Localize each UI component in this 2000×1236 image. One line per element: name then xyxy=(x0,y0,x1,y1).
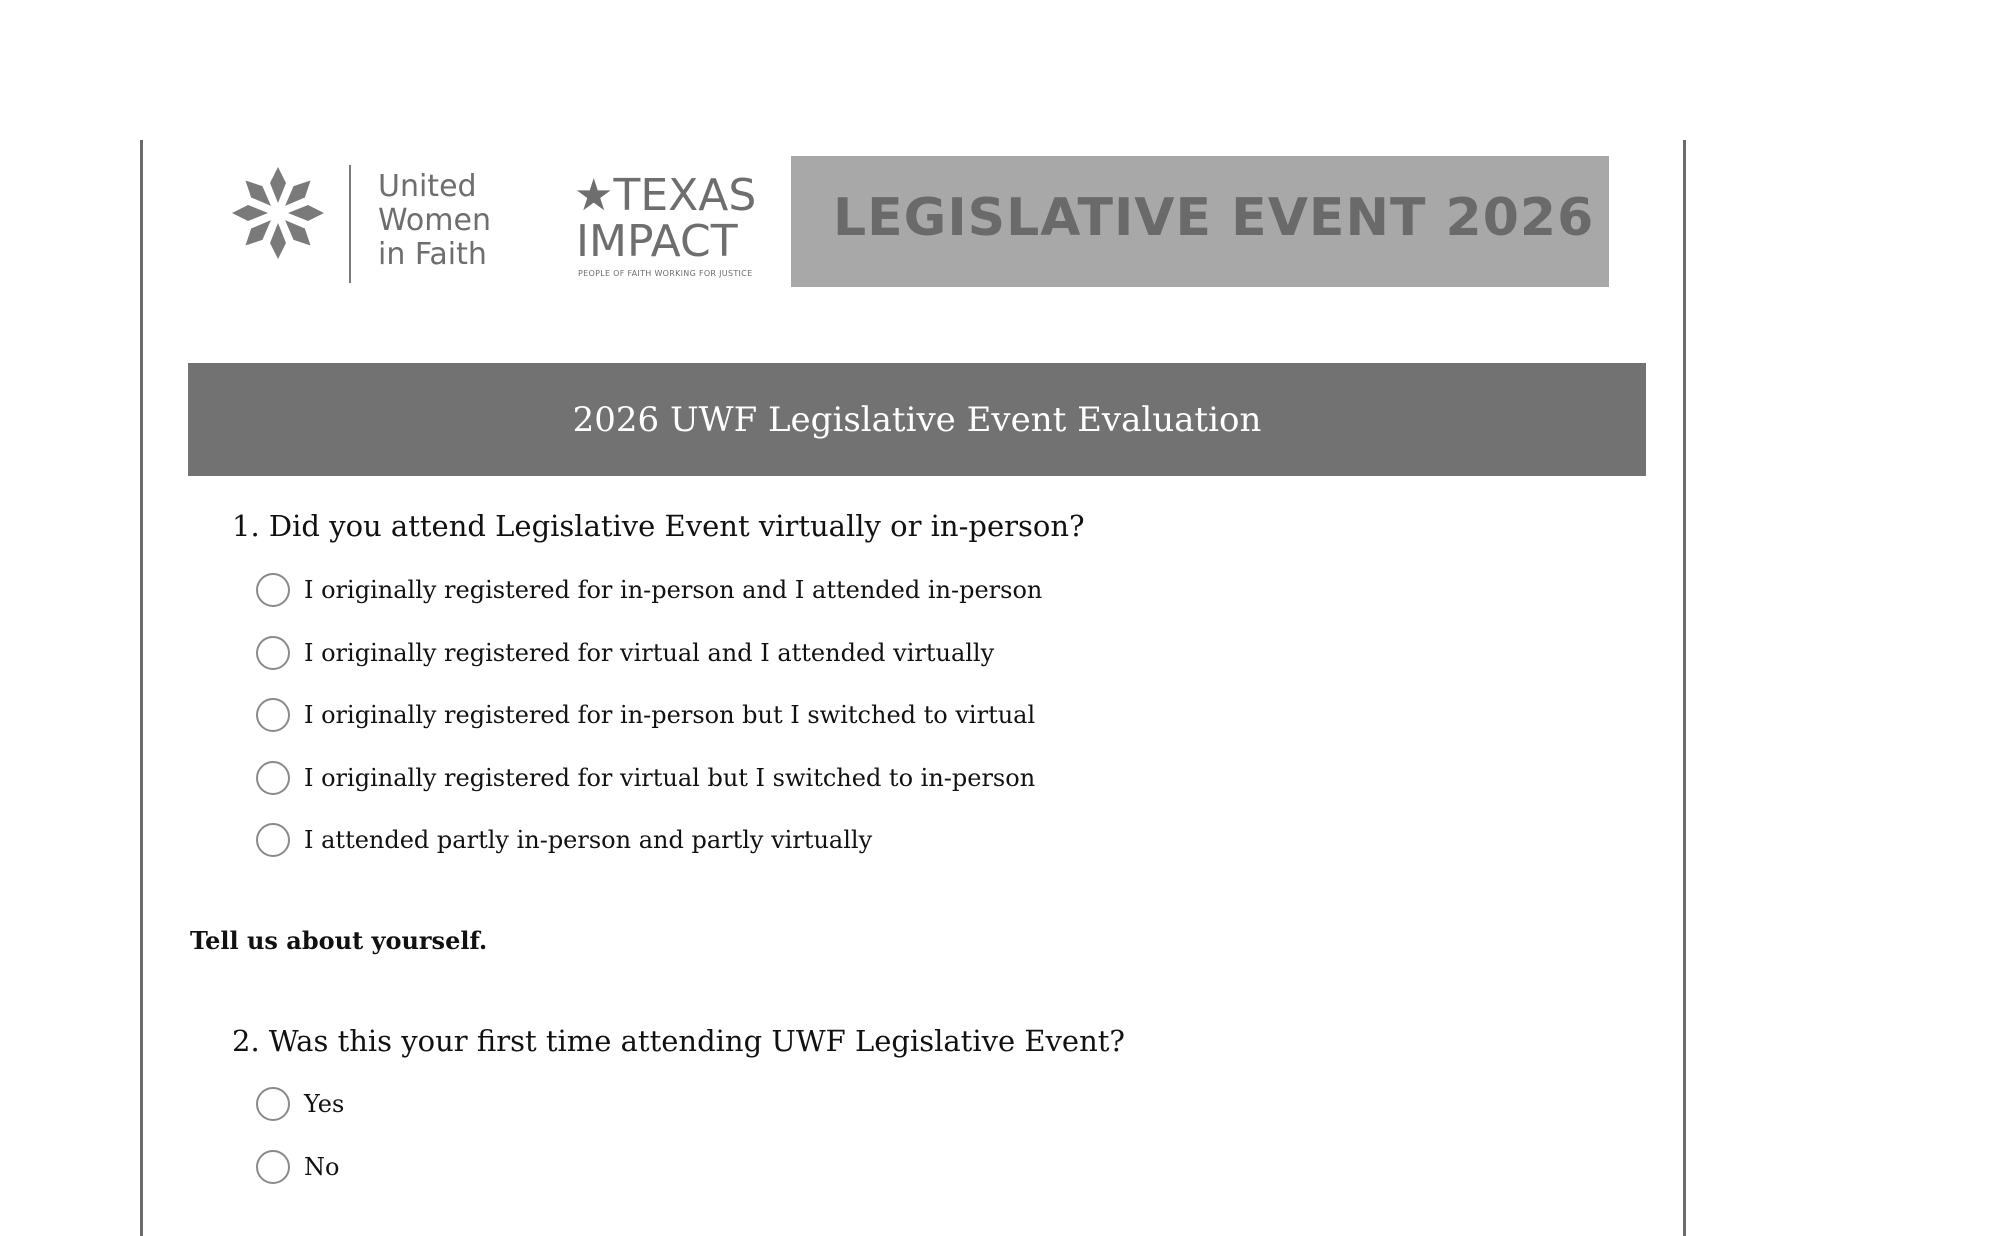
question-2-option[interactable] xyxy=(256,1147,339,1187)
logo-divider xyxy=(349,165,351,283)
eight-point-star-icon xyxy=(230,165,326,261)
radio-unchecked-icon[interactable] xyxy=(256,761,290,795)
question-1-option[interactable] xyxy=(256,820,872,860)
option-label: I originally registered for virtual and I attended virtually xyxy=(304,639,995,667)
page-border-right xyxy=(1683,140,1686,1236)
question-1-option[interactable] xyxy=(256,758,1035,798)
option-label: No xyxy=(304,1153,340,1181)
question-1-option[interactable] xyxy=(256,633,994,673)
texas-impact-line1: ★TEXAS xyxy=(574,170,757,221)
radio-unchecked-icon[interactable] xyxy=(256,1087,290,1121)
option-label: I attended partly in-person and partly virtually xyxy=(304,826,873,854)
option-label: I originally registered for in-person and I attended in-person xyxy=(304,576,1043,604)
radio-unchecked-icon[interactable] xyxy=(256,636,290,670)
option-label: I originally registered for in-person but I switched to virtual xyxy=(304,701,1036,729)
question-1-option[interactable] xyxy=(256,570,1042,610)
option-label: I originally registered for virtual but I switched to in-person xyxy=(304,764,1036,792)
texas-impact-line2: IMPACT xyxy=(576,216,738,267)
radio-unchecked-icon[interactable] xyxy=(256,823,290,857)
radio-unchecked-icon[interactable] xyxy=(256,573,290,607)
texas-impact-logo xyxy=(574,172,764,282)
question-2-option[interactable] xyxy=(256,1084,344,1124)
radio-unchecked-icon[interactable] xyxy=(256,1150,290,1184)
uwf-logo-text: United Women in Faith xyxy=(378,169,491,272)
texas-impact-tagline: PEOPLE OF FAITH WORKING FOR JUSTICE xyxy=(578,269,753,278)
form-title-bar xyxy=(188,363,1646,476)
option-label: Yes xyxy=(304,1090,345,1118)
page-border-left xyxy=(140,140,143,1236)
event-banner xyxy=(791,156,1609,287)
form-title: 2026 UWF Legislative Event Evaluation xyxy=(572,399,1262,440)
question-1-option[interactable] xyxy=(256,695,1035,735)
event-banner-text: LEGISLATIVE EVENT 2026 xyxy=(833,188,1595,248)
question-1-label: 1. Did you attend Legislative Event virtually or in-person? xyxy=(232,509,1085,543)
radio-unchecked-icon[interactable] xyxy=(256,698,290,732)
section-heading: Tell us about yourself. xyxy=(190,926,488,955)
question-2-label: 2. Was this your first time attending UWF Legislative Event? xyxy=(232,1024,1125,1058)
uwf-logo xyxy=(230,160,510,290)
